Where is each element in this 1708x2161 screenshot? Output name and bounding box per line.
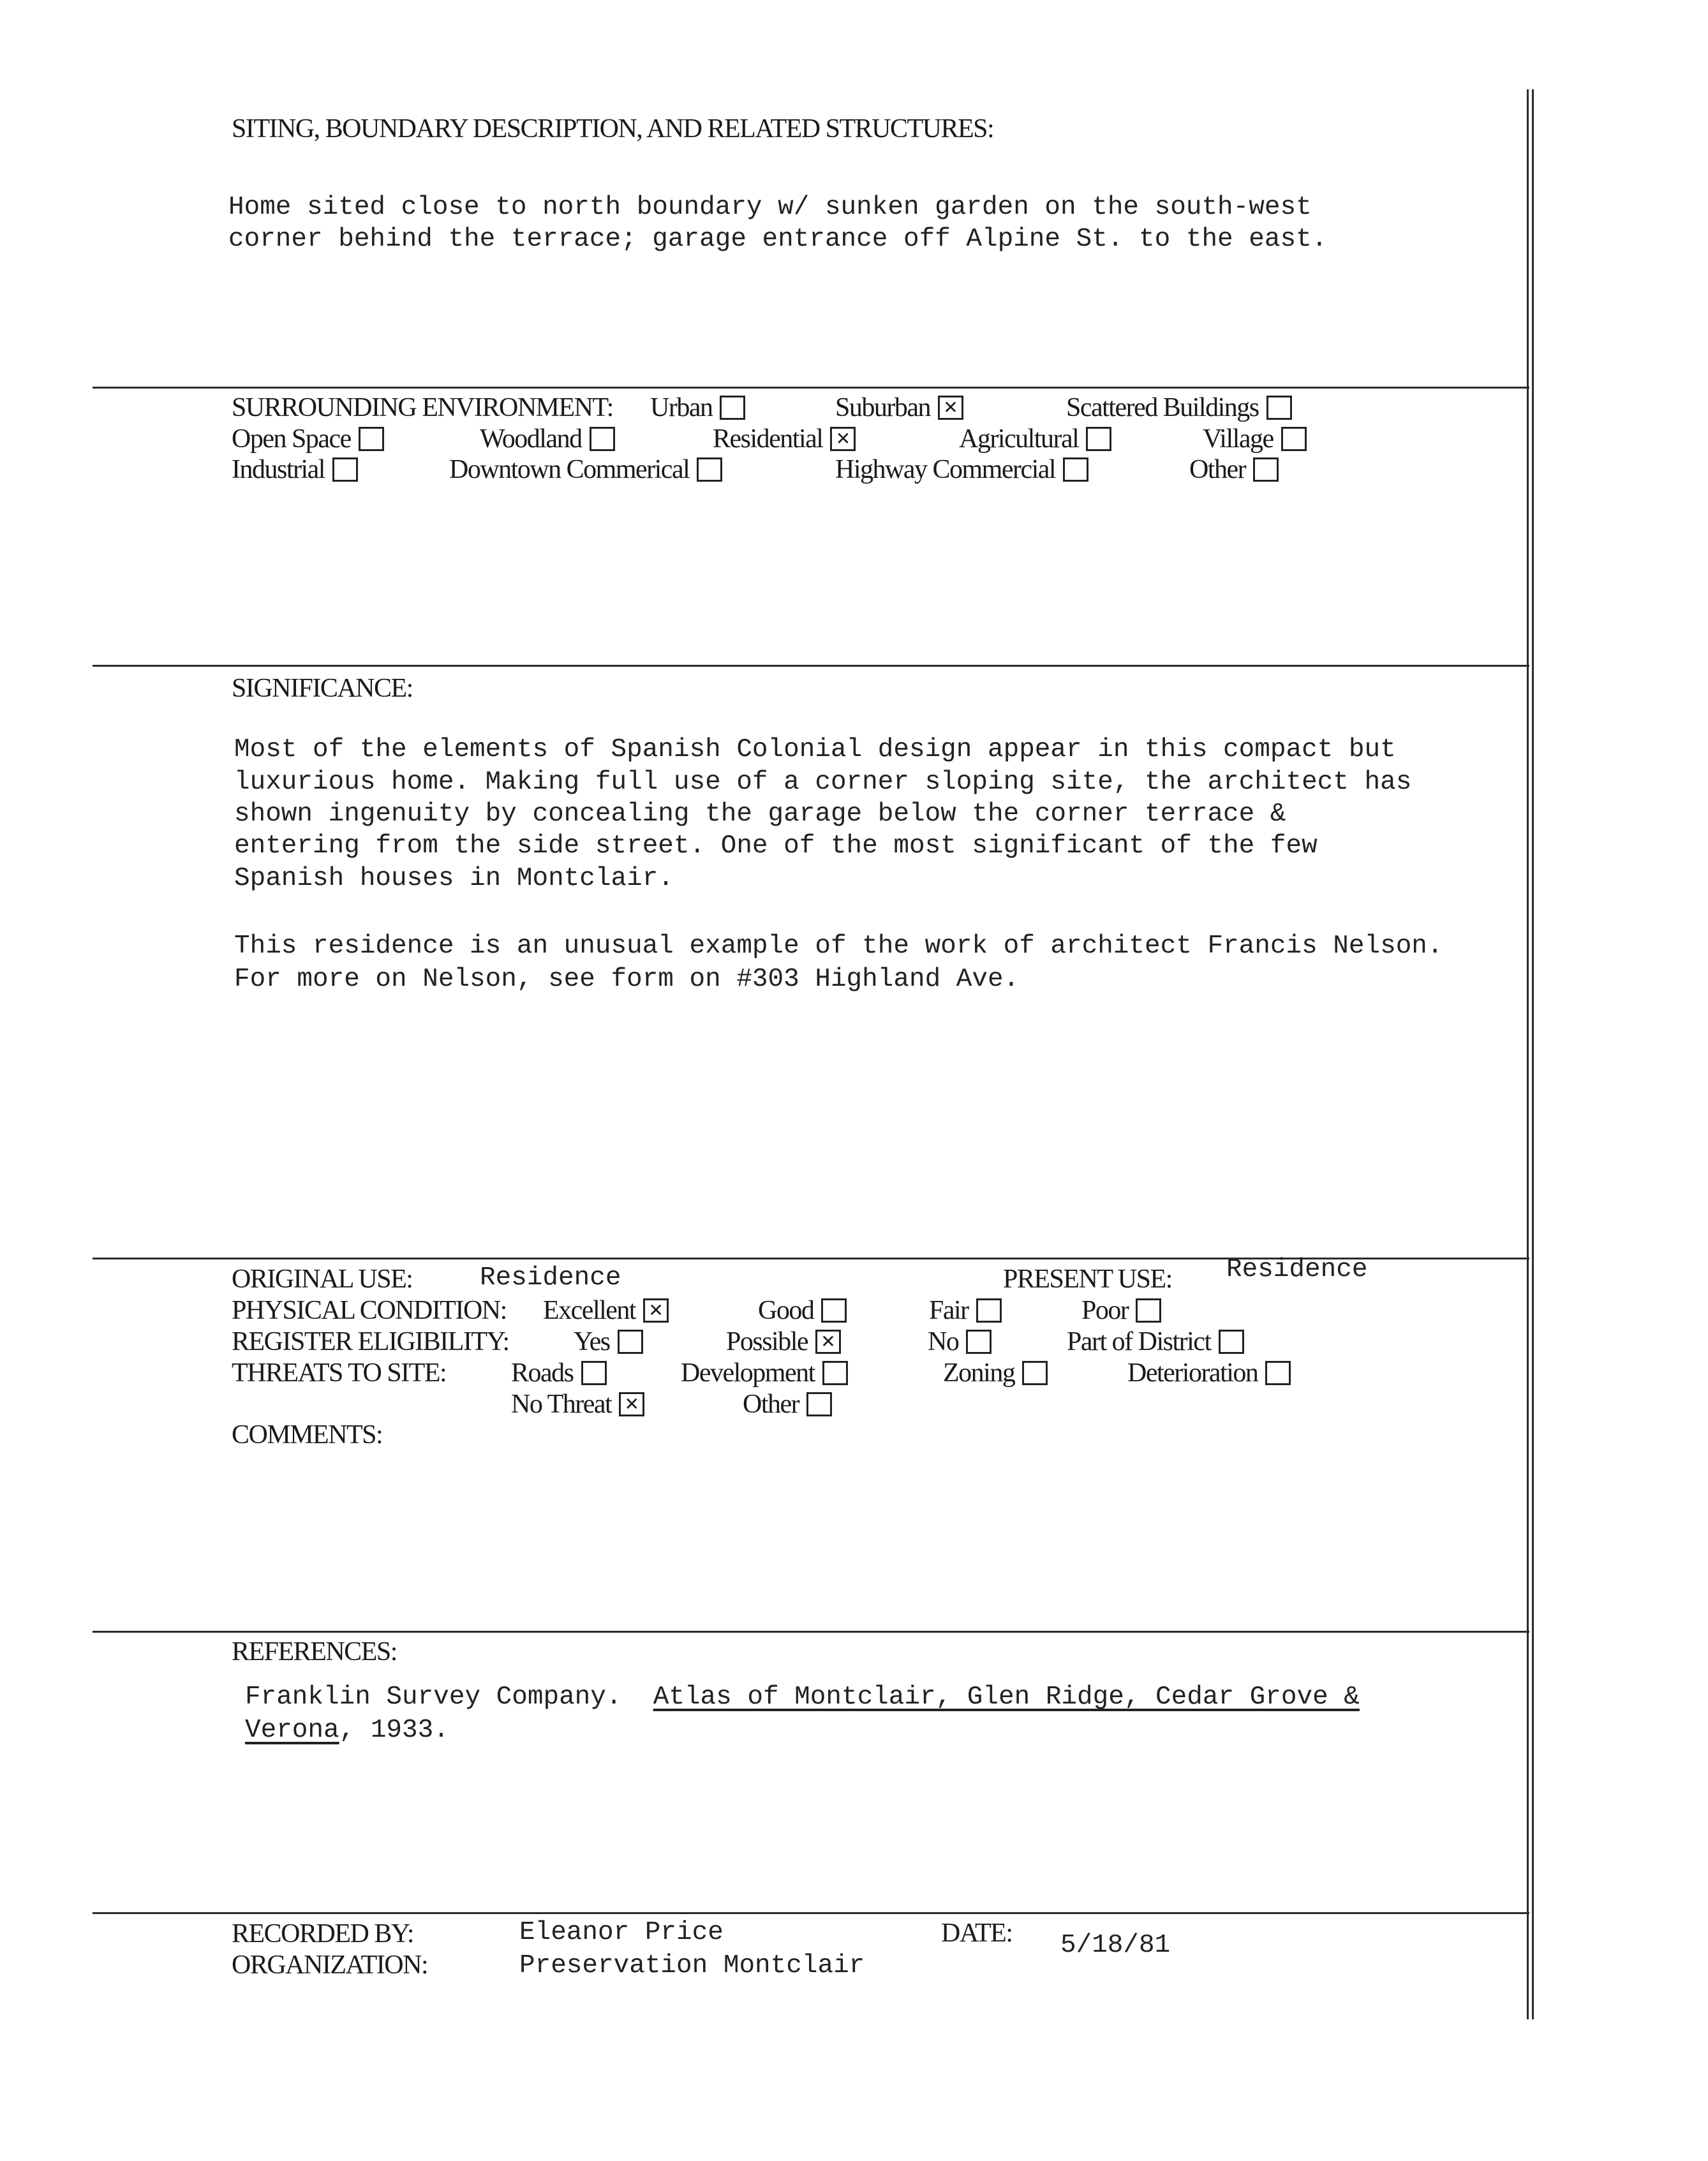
checkbox-checked[interactable]: ✕ [815, 1330, 841, 1354]
environment-option[interactable] [480, 424, 615, 454]
right-border-line [1532, 89, 1534, 2019]
environment-option[interactable] [959, 424, 1111, 454]
organization-value: Preservation Montclair [519, 1951, 865, 1980]
checkbox[interactable] [1265, 1361, 1291, 1385]
comments-label: COMMENTS: [232, 1420, 383, 1450]
checkbox[interactable] [1022, 1361, 1048, 1385]
option-label: Development [681, 1358, 815, 1388]
checkbox[interactable] [1086, 427, 1111, 451]
use-option[interactable] [726, 1326, 841, 1357]
siting-line: corner behind the terrace; garage entrance off Alpine St. to the east. [228, 225, 1328, 254]
checkbox[interactable] [590, 427, 615, 451]
option-label: Poor [1081, 1296, 1129, 1325]
checkbox-checked[interactable]: ✕ [619, 1392, 644, 1416]
significance-line: entering from the side street. One of the most significant of the few [234, 831, 1318, 861]
environment-option[interactable] [835, 392, 963, 423]
option-label: Other [1189, 455, 1246, 484]
use-option[interactable] [758, 1295, 847, 1326]
reference-year: , 1933. [339, 1716, 449, 1745]
use-option[interactable] [681, 1358, 848, 1388]
checkbox[interactable] [720, 396, 745, 420]
use-option[interactable] [1067, 1326, 1244, 1357]
reference-author: Franklin Survey Company. [245, 1682, 622, 1712]
environment-option[interactable] [232, 454, 358, 485]
environment-option[interactable] [835, 454, 1088, 485]
environment-option[interactable] [650, 392, 745, 423]
use-option[interactable] [929, 1295, 1002, 1326]
environment-heading: SURROUNDING ENVIRONMENT: [232, 393, 613, 422]
environment-option[interactable] [1189, 454, 1279, 485]
option-label: Suburban [835, 393, 930, 422]
option-label: Downtown Commerical [449, 455, 690, 484]
environment-option[interactable] [1203, 424, 1307, 454]
reference-line [245, 1716, 449, 1745]
original-use-label: ORIGINAL USE: [232, 1265, 413, 1294]
organization-label: ORGANIZATION: [232, 1950, 428, 1980]
references-heading: REFERENCES: [232, 1637, 397, 1667]
use-option[interactable] [928, 1326, 991, 1357]
use-option[interactable] [543, 1295, 669, 1326]
option-label: Fair [929, 1296, 969, 1325]
option-label: Woodland [480, 424, 582, 454]
checkbox[interactable] [806, 1392, 832, 1416]
present-use-label: PRESENT USE: [1003, 1265, 1172, 1294]
significance-line: For more on Nelson, see form on #303 Highland Ave. [234, 965, 1020, 994]
environment-option[interactable] [449, 454, 722, 485]
siting-heading: SITING, BOUNDARY DESCRIPTION, AND RELATED STRUCTURES: [232, 114, 994, 144]
checkbox[interactable] [1253, 457, 1279, 482]
checkbox[interactable] [581, 1361, 607, 1385]
option-label: Roads [511, 1358, 574, 1388]
checkbox-checked[interactable]: ✕ [830, 427, 856, 451]
use-option[interactable] [511, 1358, 607, 1388]
option-label: Industrial [232, 455, 325, 484]
recorded-by-label: RECORDED BY: [232, 1919, 414, 1949]
checkbox[interactable] [821, 1298, 847, 1323]
option-label: Part of District [1067, 1327, 1211, 1356]
section-divider [93, 665, 1529, 667]
eligibility-label: REGISTER ELIGIBILITY: [232, 1327, 509, 1356]
checkbox-checked[interactable]: ✕ [938, 396, 963, 420]
checkbox[interactable] [359, 427, 384, 451]
condition-label: PHYSICAL CONDITION: [232, 1296, 507, 1325]
option-label: Deterioration [1127, 1358, 1258, 1388]
checkbox[interactable] [332, 457, 358, 482]
option-label: Open Space [232, 424, 351, 454]
use-option[interactable] [1081, 1295, 1161, 1326]
checkbox[interactable] [697, 457, 722, 482]
section-divider [93, 1631, 1529, 1633]
checkbox[interactable] [1136, 1298, 1161, 1323]
option-label: Other [743, 1390, 799, 1419]
significance-line: Spanish houses in Montclair. [234, 864, 674, 893]
reference-line [245, 1682, 1360, 1712]
use-option[interactable] [943, 1358, 1048, 1388]
option-label: Highway Commercial [835, 455, 1056, 484]
option-label: No Threat [511, 1390, 612, 1419]
option-label: Zoning [943, 1358, 1015, 1388]
significance-line: Most of the elements of Spanish Colonial design appear in this compact but [234, 735, 1396, 764]
use-option[interactable] [511, 1389, 644, 1420]
checkbox[interactable] [976, 1298, 1002, 1323]
option-label: No [928, 1327, 959, 1356]
use-option[interactable] [1127, 1358, 1291, 1388]
option-label: Yes [574, 1327, 610, 1356]
environment-option[interactable] [1066, 392, 1292, 423]
recorded-by-value: Eleanor Price [519, 1918, 724, 1947]
use-option[interactable] [574, 1326, 643, 1357]
option-label: Good [758, 1296, 814, 1325]
date-label: DATE: [941, 1919, 1013, 1948]
threats-label: THREATS TO SITE: [232, 1358, 447, 1388]
checkbox-checked[interactable]: ✕ [643, 1298, 669, 1323]
checkbox[interactable] [1281, 427, 1307, 451]
significance-line: This residence is an unusual example of the work of architect Francis Nelson. [234, 932, 1443, 961]
option-label: Residential [713, 424, 823, 454]
checkbox[interactable] [1219, 1330, 1244, 1354]
option-label: Excellent [543, 1296, 636, 1325]
siting-line: Home sited close to north boundary w/ sunken garden on the south-west [228, 193, 1312, 222]
option-label: Scattered Buildings [1066, 393, 1259, 422]
significance-heading: SIGNIFICANCE: [232, 674, 413, 703]
reference-title: Atlas of Montclair, Glen Ridge, Cedar Grove & [653, 1682, 1360, 1712]
original-use-value: Residence [480, 1263, 621, 1293]
checkbox[interactable] [1266, 396, 1292, 420]
checkbox[interactable] [1063, 457, 1088, 482]
right-border-line [1527, 89, 1529, 2019]
use-option[interactable] [743, 1389, 832, 1420]
environment-option[interactable] [232, 424, 384, 454]
date-value: 5/18/81 [1060, 1931, 1171, 1960]
option-label: Agricultural [959, 424, 1079, 454]
reference-title-cont: Verona [245, 1716, 339, 1745]
option-label: Urban [650, 393, 713, 422]
option-label: Possible [726, 1327, 808, 1356]
section-divider [93, 387, 1529, 389]
checkbox[interactable] [966, 1330, 991, 1354]
section-divider [93, 1912, 1529, 1914]
checkbox[interactable] [618, 1330, 643, 1354]
present-use-value: Residence [1226, 1255, 1368, 1284]
environment-option[interactable] [713, 424, 856, 454]
significance-line: shown ingenuity by concealing the garage below the corner terrace & [234, 799, 1286, 829]
significance-line: luxurious home. Making full use of a corner sloping site, the architect has [234, 768, 1412, 797]
checkbox[interactable] [822, 1361, 848, 1385]
option-label: Village [1203, 424, 1274, 454]
